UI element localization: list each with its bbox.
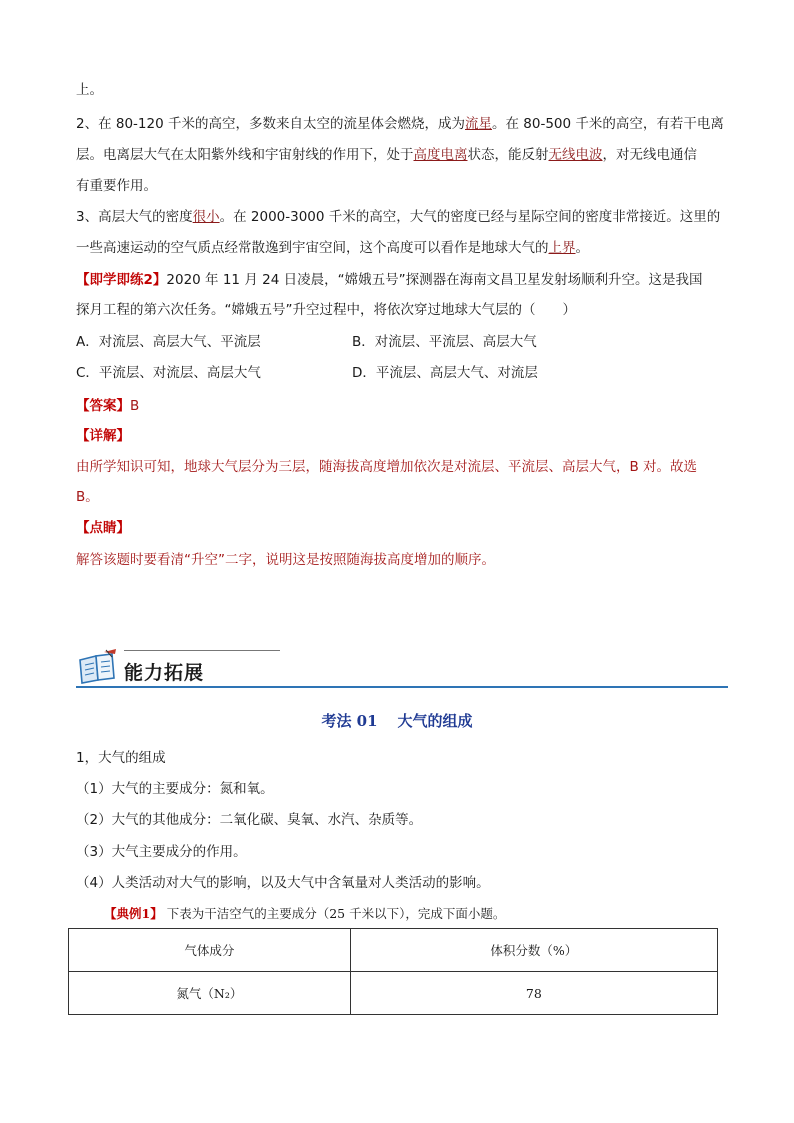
- section-divider: [76, 686, 728, 688]
- text-line: 层。电离层大气在太阳紫外线和宇宙射线的作用下，处于高度电离状态，能反射无线电波，对无线电通信: [76, 147, 697, 163]
- keyword-meteor: 流星: [465, 116, 492, 132]
- list-item: （1）大气的主要成分：氮和氧。: [76, 781, 274, 797]
- answer-line: [76, 396, 720, 416]
- practice-label: 【即学即练2】: [76, 272, 167, 288]
- text-line: 一些高速运动的空气质点经常散逸到宇宙空间，这个高度可以看作是地球大气的上界。: [76, 240, 589, 256]
- composition-table: [68, 928, 718, 1015]
- list-item: （4）人类活动对大气的影响，以及大气中含氧量对人类活动的影响。: [76, 875, 490, 891]
- section-divider-top: [124, 650, 280, 651]
- answer-value: B: [130, 398, 140, 414]
- text-line: 有重要作用。: [76, 178, 157, 194]
- option-d: D．平流层、高层大气、对流层: [352, 365, 538, 381]
- table-header-row: [69, 929, 718, 972]
- tip-text: 解答该题时要看清“升空”二字，说明这是按照随海拔高度增加的顺序。: [76, 552, 495, 568]
- text-line: 3、高层大气的密度很小。在 2000-3000 千米的高空，大气的密度已经与星际空间的密度非常接近。这里的: [76, 209, 721, 225]
- option-a: A．对流层、高层大气、平流层: [76, 334, 261, 350]
- table-header: 气体成分: [69, 929, 351, 972]
- keyword-radio-waves: 无线电波: [548, 147, 603, 163]
- list-item: （3）大气主要成分的作用。: [76, 844, 247, 860]
- text-line: 上。: [76, 82, 103, 98]
- keyword-ionization: 高度电离: [413, 147, 468, 163]
- answer-label: 【答案】: [76, 398, 130, 414]
- option-b: B．对流层、平流层、高层大气: [352, 334, 537, 350]
- list-item: 1，大气的组成: [76, 750, 166, 766]
- section-title: 能力拓展: [124, 662, 205, 684]
- detail-heading: 【详解】: [76, 428, 130, 444]
- table-cell: 78: [350, 972, 717, 1015]
- tip-heading: 【点睛】: [76, 520, 130, 536]
- method-heading: [0, 710, 794, 731]
- list-item: （2）大气的其他成分：二氧化碳、臭氧、水汽、杂质等。: [76, 812, 423, 828]
- method-number: 考法 01: [321, 712, 378, 730]
- example-label: 【典例1】: [104, 906, 163, 921]
- detail-text: 由所学知识可知，地球大气层分为三层，随海拔高度增加依次是对流层、平流层、高层大气，B 对。故选: [76, 459, 698, 475]
- table-header: 体积分数（%）: [350, 929, 717, 972]
- practice-question: 【即学即练2】2020 年 11 月 24 日凌晨，“嫦娥五号”探测器在海南文昌卫星发射场顺利升空。这是我国: [76, 272, 703, 288]
- example-prompt: 【典例1】 下表为干洁空气的主要成分（25 千米以下），完成下面小题。: [104, 906, 506, 921]
- practice-question-cont: 探月工程的第六次任务。“嫦娥五号”升空过程中，将依次穿过地球大气层的（ ）: [76, 302, 576, 318]
- text-line: 2、在 80-120 千米的高空，多数来自太空的流星体会燃烧，成为流星。在 80-500 千米的高空，有若干电离: [76, 116, 724, 132]
- keyword-upper-bound: 上界: [548, 240, 576, 256]
- table-cell: 氮气（N₂）: [69, 972, 351, 1015]
- book-icon: [76, 648, 120, 686]
- keyword-very-small: 很小: [192, 209, 220, 225]
- option-c: C．平流层、对流层、高层大气: [76, 365, 261, 381]
- table-row: [69, 972, 718, 1015]
- section-header: [76, 648, 728, 690]
- detail-text-cont: B。: [76, 489, 99, 505]
- method-title: 大气的组成: [397, 712, 473, 730]
